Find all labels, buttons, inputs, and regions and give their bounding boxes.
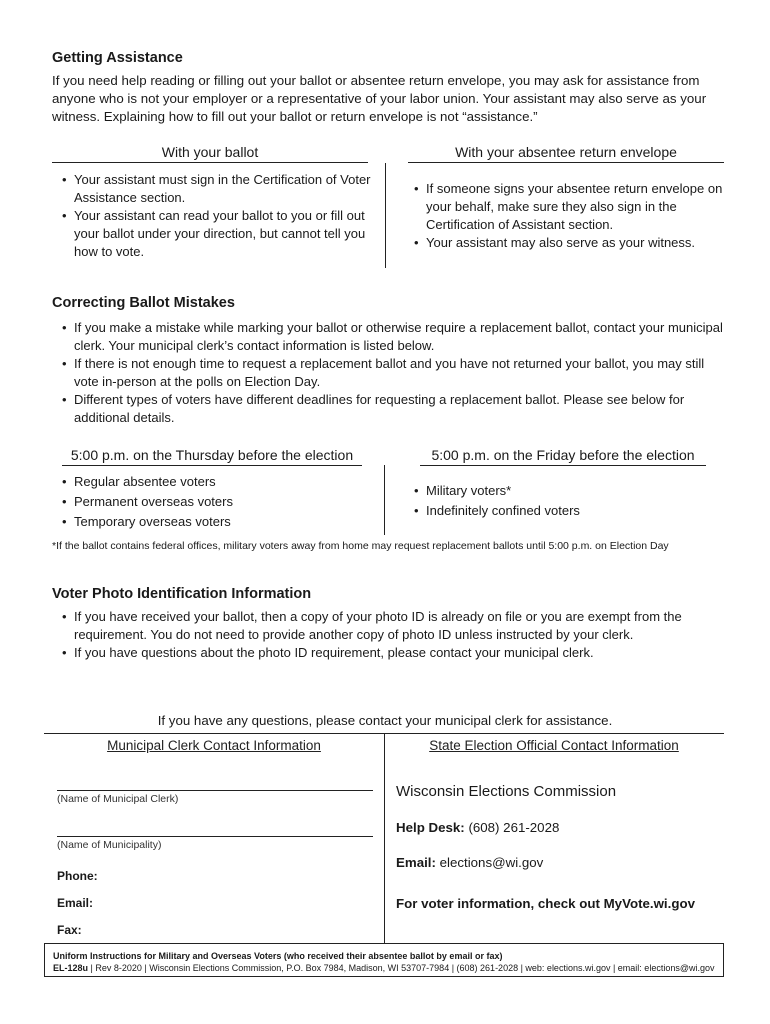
help-desk [396, 820, 559, 835]
mistakes-heading: Correcting Ballot Mistakes [52, 295, 235, 311]
state-contact-title: State Election Official Contact Information [429, 738, 679, 753]
list-item: • If there is not enough time to request a replacement ballot and you have not returned your ballot, you may still vote in-person at the polls on Election Day. [60, 355, 730, 391]
help-desk-label: Help Desk: [396, 820, 465, 835]
fax-label: Fax: [57, 923, 82, 937]
with-ballot-list [60, 171, 376, 261]
thursday-deadline-title: 5:00 p.m. on the Thursday before the election [62, 447, 362, 466]
municipality-line[interactable] [57, 836, 373, 837]
state-email [396, 855, 543, 870]
thursday-voter-list [60, 473, 360, 531]
divider [384, 733, 385, 943]
photo-id-heading: Voter Photo Identification Information [52, 586, 312, 602]
with-envelope-list [412, 180, 724, 252]
list-item: • Your assistant may also serve as your witness. [412, 234, 724, 252]
footnote: *If the ballot contains federal offices, military voters away from home may request replacement ballots until 5:00 p.m. on Election Day [52, 540, 669, 552]
friday-deadline-title: 5:00 p.m. on the Friday before the election [420, 447, 706, 466]
footer-info [53, 962, 723, 974]
list-item: • If you make a mistake while marking your ballot or otherwise require a replacement ballot, contact your municipal clerk. Your municipal clerk’s contact information is listed below. [60, 319, 730, 355]
clerk-name-label: (Name of Municipal Clerk) [57, 793, 179, 805]
with-ballot-title: With your ballot [52, 144, 368, 163]
friday-voter-list [412, 482, 712, 520]
clerk-contact-title: Municipal Clerk Contact Information [107, 738, 321, 753]
photo-id-list [60, 608, 730, 662]
footer-details: | Rev 8-2020 | Wisconsin Elections Commission, P.O. Box 7984, Madison, WI 53707-7984 | (608) 261-2028 | web: elections.wi.gov | email: elections@wi.gov [88, 963, 715, 973]
mistakes-list [60, 319, 730, 427]
footer-box [44, 943, 724, 977]
list-item: • Different types of voters have different deadlines for requesting a replacement ballot. Please see below for additional details. [60, 391, 730, 427]
commission-name: Wisconsin Elections Commission [396, 783, 617, 800]
state-email-label: Email: [396, 855, 436, 870]
list-item: • Your assistant must sign in the Certification of Voter Assistance section. [60, 171, 376, 207]
clerk-name-line[interactable] [57, 790, 373, 791]
list-item: • If you have questions about the photo ID requirement, please contact your municipal clerk. [60, 644, 730, 662]
form-id: EL-128u [53, 963, 89, 973]
assistance-heading: Getting Assistance [52, 50, 183, 66]
list-item: • If someone signs your absentee return envelope on your behalf, make sure they also sign in the Certification of Assistant section. [412, 180, 724, 234]
state-email-value: elections@wi.gov [439, 855, 544, 870]
divider [384, 465, 385, 535]
list-item: • If you have received your ballot, then a copy of your photo ID is already on file or you are exempt from the requirement. You do not need to provide another copy of photo ID unless instructed by your clerk. [60, 608, 730, 644]
list-item: • Temporary overseas voters [60, 513, 360, 531]
divider [385, 163, 386, 268]
list-item: • Permanent overseas voters [60, 493, 360, 511]
email-label: Email: [57, 896, 94, 910]
municipality-label: (Name of Municipality) [57, 839, 162, 851]
footer-title: Uniform Instructions for Military and Overseas Voters (who received their absentee ballot by email or fax) [53, 951, 503, 961]
list-item: • Your assistant can read your ballot to you or fill out your ballot under your direction, but cannot tell you how to vote. [60, 207, 376, 261]
contact-intro: If you have any questions, please contact your municipal clerk for assistance. [157, 713, 613, 728]
phone-label: Phone: [57, 869, 98, 883]
list-item: • Indefinitely confined voters [412, 502, 712, 520]
list-item: • Regular absentee voters [60, 473, 360, 491]
help-desk-phone: (608) 261-2028 [468, 820, 560, 835]
list-item: • Military voters* [412, 482, 712, 500]
with-envelope-title: With your absentee return envelope [408, 144, 724, 163]
assistance-intro: If you need help reading or filling out your ballot or absentee return envelope, you may ask for assistance from anyone who is not your employer or a representative of your labor union. Your assistant may also serve as your witness. Explaining how to fill out your ballot or return envelope is not “assistance.” [52, 73, 707, 124]
voter-info: For voter information, check out MyVote.wi.gov [396, 896, 695, 911]
